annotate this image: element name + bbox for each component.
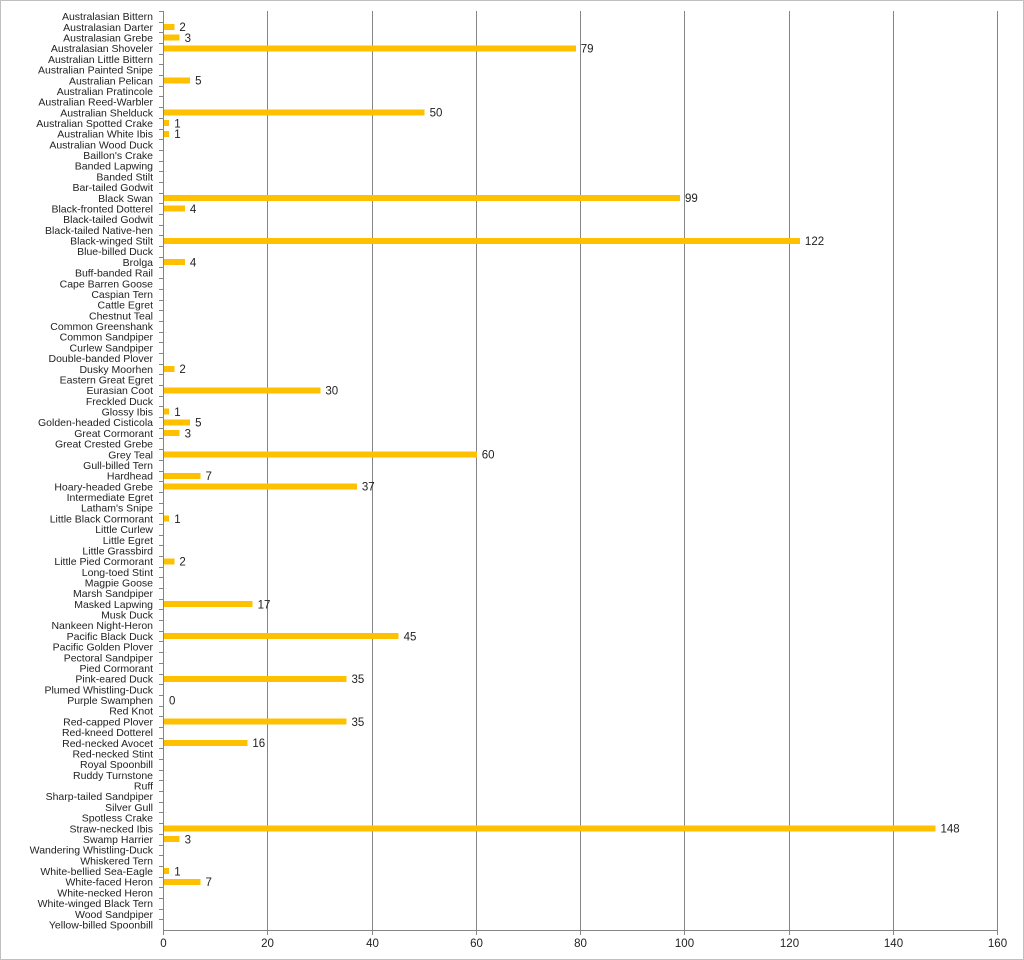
category-label: Black-tailed Native-hen	[45, 224, 153, 237]
bar	[164, 120, 169, 126]
category-label: Ruff	[133, 780, 153, 793]
category-label: Australian Little Bittern	[47, 53, 153, 66]
x-tick-label: 40	[366, 938, 379, 950]
category-label: Spotless Crake	[81, 812, 153, 825]
category-label: Great Cormorant	[74, 427, 153, 440]
category-label: Straw-necked Ibis	[69, 823, 153, 836]
category-label: Australasian Darter	[63, 21, 153, 34]
category-label: Black-fronted Dotterel	[51, 203, 153, 216]
x-tick-label: 60	[470, 938, 483, 950]
gridlines	[268, 11, 998, 930]
x-tick-label: 160	[987, 938, 1008, 950]
data-label: 3	[184, 428, 192, 441]
category-label: Pied Cormorant	[79, 662, 153, 675]
category-label: Caspian Tern	[91, 288, 153, 301]
category-label: Red-kneed Dotterel	[61, 727, 153, 740]
category-label: Black-tailed Godwit	[63, 214, 153, 227]
bar	[164, 484, 357, 490]
category-label: Double-banded Plover	[48, 353, 153, 366]
category-label: Little Pied Cormorant	[54, 556, 153, 569]
data-label: 1	[174, 118, 181, 131]
bar	[164, 633, 399, 639]
bars	[164, 24, 935, 885]
data-label: 7	[205, 471, 212, 484]
bar	[164, 409, 169, 415]
data-label: 4	[189, 257, 197, 270]
category-label: Little Black Cormorant	[49, 513, 153, 526]
category-label: Cattle Egret	[97, 299, 153, 312]
category-label: Australian Painted Snipe	[38, 64, 153, 77]
category-label: Hardhead	[106, 470, 153, 483]
bar	[164, 676, 346, 682]
data-label: 0	[169, 695, 176, 708]
bar	[164, 206, 185, 212]
data-label: 2	[179, 364, 186, 377]
category-label: Australian Shelduck	[60, 107, 153, 120]
category-label: Plumed Whistling-Duck	[44, 684, 153, 697]
bar	[164, 24, 174, 30]
data-label: 3	[184, 834, 192, 847]
category-label: Australasian Grebe	[63, 32, 153, 45]
data-label: 4	[189, 203, 197, 216]
category-label: Musk Duck	[101, 609, 153, 622]
x-tick-label: 20	[261, 938, 274, 950]
category-label: Intermediate Egret	[66, 492, 153, 505]
category-label: Red Knot	[109, 705, 153, 718]
category-label: Magpie Goose	[84, 577, 153, 590]
category-label: Australasian Shoveler	[50, 43, 153, 56]
data-label: 16	[252, 738, 266, 751]
data-label: 3	[184, 32, 192, 45]
bar	[164, 366, 174, 372]
category-label: Australian Spotted Crake	[36, 118, 153, 131]
bar	[164, 45, 576, 51]
category-label: Masked Lapwing	[74, 598, 153, 611]
x-tick-label: 140	[883, 938, 904, 950]
category-label: Little Grassbird	[82, 545, 153, 558]
category-label: Australian Reed-Warbler	[38, 96, 153, 109]
bar	[164, 825, 935, 831]
category-label: Australian Pratincole	[56, 85, 153, 98]
axes	[159, 11, 998, 935]
bar	[164, 836, 180, 842]
bar	[164, 387, 320, 393]
data-label: 17	[257, 599, 271, 612]
bar	[164, 430, 180, 436]
category-label: Eastern Great Egret	[59, 374, 153, 387]
data-label: 5	[195, 417, 202, 430]
category-label: Silver Gull	[105, 801, 153, 814]
category-label: Australian White Ibis	[57, 128, 153, 141]
data-label: 1	[174, 129, 181, 142]
category-label: Dusky Moorhen	[79, 363, 153, 376]
category-label: Pacific Black Duck	[66, 630, 153, 643]
chart-frame	[1, 1, 1024, 960]
category-label: Freckled Duck	[85, 395, 153, 408]
data-label: 35	[351, 674, 365, 687]
category-label: Buff-banded Rail	[74, 267, 153, 280]
category-label: Pink-eared Duck	[75, 673, 153, 686]
category-label: Brolga	[122, 256, 153, 269]
bar	[164, 35, 180, 41]
category-label: Pectoral Sandpiper	[63, 652, 153, 665]
category-label: Australian Wood Duck	[49, 139, 153, 152]
category-label: Purple Swamphen	[67, 695, 153, 708]
bar	[164, 238, 800, 244]
category-labels	[30, 11, 154, 931]
category-label: Marsh Sandpiper	[73, 588, 153, 601]
data-label: 1	[174, 866, 181, 879]
category-label: Cape Barren Goose	[59, 278, 153, 291]
category-label: Red-necked Avocet	[62, 737, 153, 750]
category-label: Royal Spoonbill	[80, 759, 153, 772]
category-label: Red-necked Stint	[72, 748, 153, 761]
category-label: Baillon's Crake	[83, 150, 153, 163]
category-label: Banded Lapwing	[74, 160, 153, 173]
data-label: 30	[325, 385, 339, 398]
bar	[164, 516, 169, 522]
data-label: 2	[179, 556, 186, 569]
category-label: Common Greenshank	[50, 321, 153, 334]
category-label: Chestnut Teal	[88, 310, 153, 323]
category-label: Latham's Snipe	[80, 502, 153, 515]
x-tick-label: 0	[160, 938, 167, 950]
data-label: 45	[403, 631, 417, 644]
category-label: Pacific Golden Plover	[52, 641, 153, 654]
bar	[164, 131, 169, 137]
category-label: Little Egret	[102, 534, 153, 547]
x-tick-label: 120	[779, 938, 800, 950]
x-tick-label: 80	[574, 938, 587, 950]
category-label: Red-capped Plover	[63, 716, 153, 729]
data-label: 60	[481, 449, 495, 462]
bar	[164, 601, 253, 607]
category-label: Eurasian Coot	[86, 385, 153, 398]
category-label: Whiskered Tern	[80, 855, 153, 868]
category-label: Golden-headed Cisticola	[38, 417, 153, 430]
data-label: 148	[940, 823, 960, 836]
category-label: Black Swan	[98, 192, 153, 205]
category-label: Glossy Ibis	[101, 406, 153, 419]
category-label: White-bellied Sea-Eagle	[40, 866, 153, 879]
x-tick-label: 100	[674, 938, 695, 950]
bar	[164, 719, 346, 725]
bar	[164, 558, 174, 564]
category-label: Wandering Whistling-Duck	[29, 844, 153, 857]
category-label: Black-winged Stilt	[70, 235, 153, 248]
category-label: Sharp-tailed Sandpiper	[45, 791, 153, 804]
data-label: 50	[429, 107, 443, 120]
bar	[164, 419, 190, 425]
category-label: Nankeen Night-Heron	[51, 620, 153, 633]
category-label: Gull-billed Tern	[83, 459, 153, 472]
category-label: Curlew Sandpiper	[69, 342, 153, 355]
category-label: Hoary-headed Grebe	[54, 481, 153, 494]
category-label: Yellow-billed Spoonbill	[48, 919, 153, 932]
data-label: 99	[685, 193, 698, 206]
bar	[164, 879, 200, 885]
bar	[164, 473, 200, 479]
bar	[164, 259, 185, 265]
data-label: 7	[205, 877, 212, 890]
bar	[164, 77, 190, 83]
data-label: 5	[195, 75, 202, 88]
category-label: Ruddy Turnstone	[73, 769, 153, 782]
category-label: Little Curlew	[95, 524, 153, 537]
category-label: Common Sandpiper	[59, 331, 153, 344]
data-label: 79	[580, 43, 594, 56]
data-label: 35	[351, 716, 365, 729]
bar	[164, 110, 425, 116]
x-tick-labels	[160, 938, 1007, 950]
category-label: White-winged Black Tern	[37, 898, 153, 911]
category-label: Banded Stilt	[96, 171, 153, 184]
category-label: Grey Teal	[108, 449, 153, 462]
data-label: 122	[804, 235, 825, 248]
category-label: Swamp Harrier	[82, 833, 153, 846]
data-label: 1	[174, 406, 181, 419]
category-label: Blue-billed Duck	[77, 246, 153, 259]
bar	[164, 451, 477, 457]
category-label: Australasian Bittern	[61, 11, 153, 24]
bar	[164, 868, 169, 874]
category-label: Wood Sandpiper	[74, 908, 153, 921]
data-label: 2	[179, 22, 186, 35]
category-label: Great Crested Grebe	[54, 438, 153, 451]
bar	[164, 195, 680, 201]
category-label: Bar-tailed Godwit	[72, 182, 153, 195]
data-label: 1	[174, 513, 181, 526]
category-label: White-necked Heron	[57, 887, 153, 900]
category-label: Australian Pelican	[68, 75, 153, 88]
category-label: White-faced Heron	[65, 876, 153, 889]
data-label: 37	[361, 481, 375, 494]
bar	[164, 740, 247, 746]
category-label: Long-toed Stint	[81, 566, 153, 579]
